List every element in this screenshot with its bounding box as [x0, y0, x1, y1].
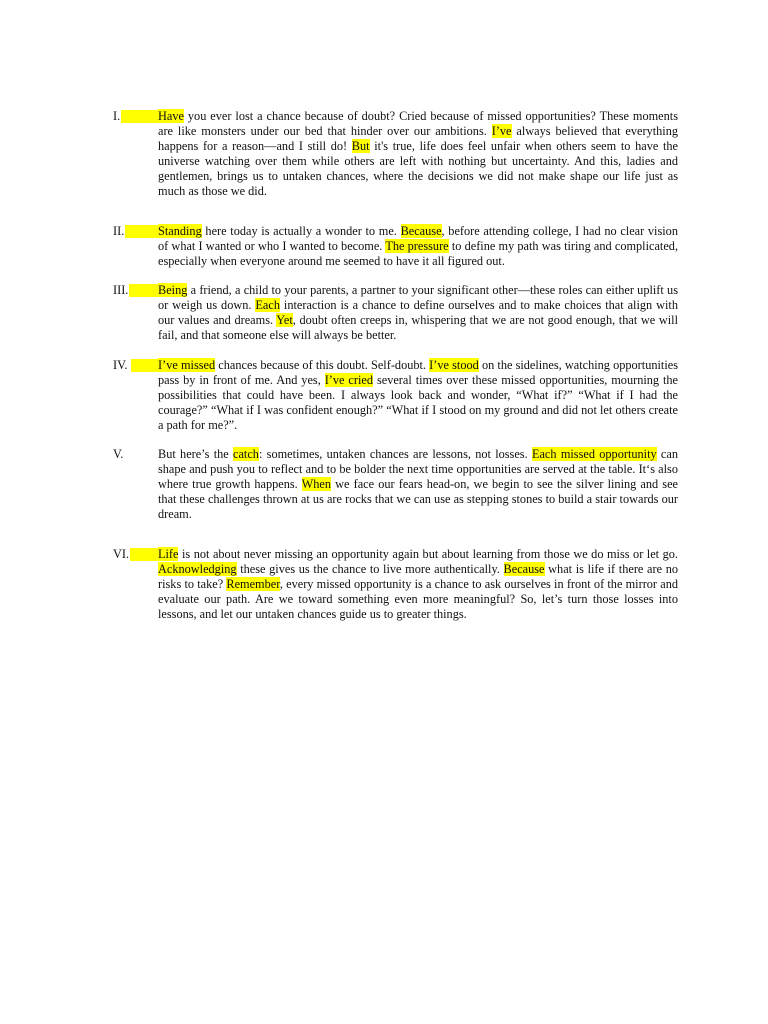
highlighted-text: I’ve [491, 124, 512, 138]
text-segment: : sometimes, untaken chances are lessons, not losses. [258, 447, 532, 461]
list-numeral: III. [113, 283, 129, 297]
highlighted-text: Standing [158, 224, 202, 238]
list-numeral: II. [113, 224, 125, 238]
highlighted-text: Have [158, 109, 184, 123]
highlighted-text: I’ve stood [429, 358, 479, 372]
highlighted-text: Each [255, 298, 280, 312]
paragraph-text [158, 283, 678, 343]
text-segment: here today is actually a wonder to me. [201, 224, 401, 238]
text-segment: on the sidelines, watching opportunities pass by in front of me. And yes, [158, 358, 678, 387]
highlighted-text: I’ve missed [158, 358, 216, 372]
text-segment: , every missed opportunity is a chance to ask ourselves in front of the mirror and evaluate our path. Are we toward something even more meaningful? So, let’s turn those losses into lessons, and let our untaken chances guide us to greater things. [158, 577, 678, 621]
numeral-highlight [125, 225, 158, 238]
highlighted-text: Remember [226, 577, 280, 591]
highlighted-text: Life [158, 547, 179, 561]
highlighted-text: catch [233, 447, 259, 461]
paragraph-text [158, 224, 678, 269]
paragraph-text [158, 109, 678, 199]
text-segment: several times over these missed opportunities, mourning the possibilities that could have been. I always look back and wonder, “What if?” “What if I had the courage?” “What if I was confident enough?” “What if I stood on my ground and did not let others create a path for me?”. [158, 373, 679, 432]
text-segment: chances because of this doubt. Self-doubt. [215, 358, 430, 372]
text-segment: can shape and push you to reflect and to be bolder the next time opportunities are served at the table. It‘s also where true growth happens. [158, 447, 678, 491]
text-segment: what is life if there are no risks to take? [158, 562, 679, 591]
text-segment: it's true, life does feel unfair when others seem to have the universe watching over them while others are left with nothing but uncertainty. And this, ladies and gentlemen, brings us to untaken chances, where the decisions we did not make shape our life just as much as those we did. [158, 139, 678, 198]
text-segment: we face our fears head-on, we begin to see the silver lining and see that these challenges thrown at us are rocks that we can use as stepping stones to build a stair towards our dream. [158, 477, 678, 521]
highlighted-text: When [301, 477, 332, 491]
highlighted-text: Because [400, 224, 442, 238]
highlighted-text: But [351, 139, 370, 153]
text-segment: , doubt often creeps in, whispering that we are not good enough, that we will fail, and that someone else will always be better. [158, 313, 678, 342]
paragraph-text [158, 547, 678, 622]
highlighted-text: Each missed opportunity [531, 447, 657, 461]
list-numeral: VI. [113, 547, 130, 561]
numeral-highlight [129, 284, 158, 297]
highlighted-text: Yet [276, 313, 293, 327]
text-segment: to define my path was tiring and complicated, especially when everyone around me seemed to have it all figured out. [158, 239, 679, 268]
list-numeral: I. [113, 109, 121, 123]
highlighted-text: The pressure [385, 239, 449, 253]
numeral-highlight [130, 548, 158, 561]
text-segment: interaction is a chance to define ourselves and to make choices that align with our values and dreams. [158, 298, 678, 327]
text-segment: you ever lost a chance because of doubt? Cried because of missed opportunities? These moments are like monsters under our bed that hinder over our ambitions. [158, 109, 678, 138]
text-segment: is not about never missing an opportunity again but about learning from those we do miss or let go. [178, 547, 678, 561]
paragraph-text [158, 358, 678, 433]
list-numeral: V. [113, 447, 124, 461]
paragraph-text [158, 447, 678, 522]
text-segment: , before attending college, I had no clear vision of what I wanted or who I wanted to become. [158, 224, 678, 253]
text-segment: these gives us the chance to live more authentically. [236, 562, 504, 576]
numeral-highlight [131, 359, 158, 372]
numeral-highlight [121, 110, 158, 123]
highlighted-text: Because [503, 562, 545, 576]
highlighted-text: I’ve cried [324, 373, 374, 387]
list-numeral: IV. [113, 358, 128, 372]
text-segment: But here’s the [158, 447, 234, 461]
text-segment: always believed that everything happens for a reason—and I still do! [158, 124, 678, 153]
highlighted-text: Acknowledging [158, 562, 237, 576]
text-segment: a friend, a child to your parents, a partner to your significant other—these roles can either uplift us or weigh us down. [158, 283, 678, 312]
highlighted-text: Being [158, 283, 188, 297]
